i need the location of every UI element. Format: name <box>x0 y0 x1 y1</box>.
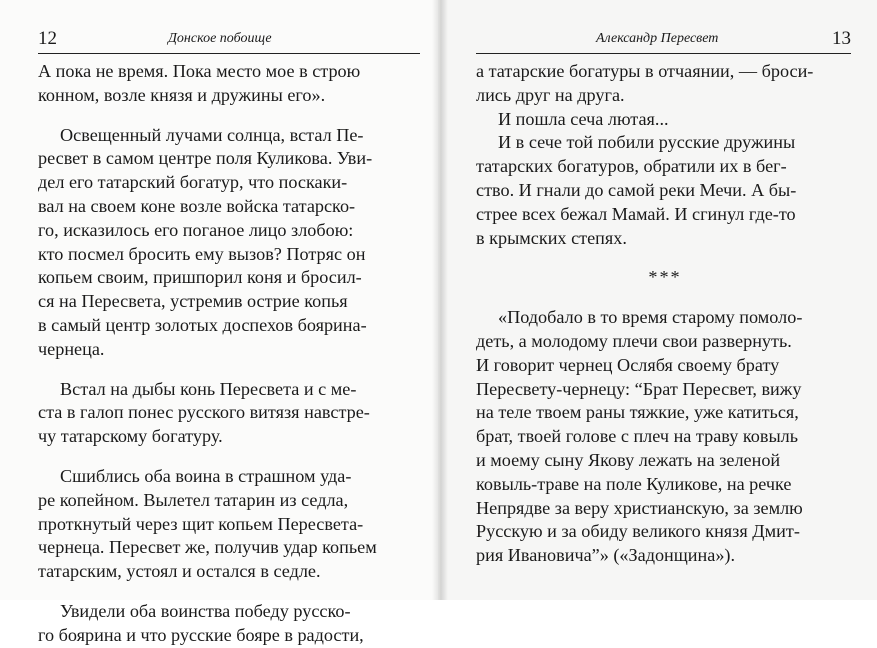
text-line: «Подобало в то время старому помоло- <box>498 307 803 328</box>
right-page-header <box>476 28 851 54</box>
text-line: Русскую и за обиду великого князя Дмит- <box>476 521 800 542</box>
section-gap <box>476 290 854 306</box>
text-line: кто посмел бросить ему вызов? Потряс он <box>38 243 366 264</box>
text-line: проткнутый через щит копьем Пересвета- <box>38 513 364 534</box>
text-line: в крымских степях. <box>476 227 627 248</box>
text-line: дел его татарский богатур, что поскаки- <box>38 172 348 193</box>
text-line: рия Ивановича”» («Задонщина»). <box>476 545 736 566</box>
text-line: Увидели оба воинства победу русско- <box>60 600 351 621</box>
text-line: ресвет в самом центре поля Куликова. Уви- <box>38 148 373 169</box>
book-gutter <box>432 0 448 600</box>
text-line: го, исказилось его поганое лицо злобою: <box>38 219 354 240</box>
text-line: а татарские богатуры в отчаянии, — броси- <box>476 61 814 81</box>
text-line: И говорит чернец Ослябя своему брату <box>476 354 780 375</box>
section-separator: *** <box>648 267 682 288</box>
right-header-rule <box>476 53 851 54</box>
left-page-header <box>38 28 420 54</box>
text-line: копьем своим, пришпорил коня и бросил- <box>38 267 362 288</box>
right-page-text <box>476 60 854 568</box>
paragraph-gap <box>38 108 422 124</box>
text-line: и моему сыну Якову лежать на зеленой <box>476 449 781 470</box>
text-line: чу татарскому богатуру. <box>38 426 223 447</box>
section-gap <box>476 250 854 266</box>
text-line: Встал на дыбы конь Пересвета и с ме- <box>60 378 357 399</box>
text-line: стрее всех бежал Мамай. И сгинул где-то <box>476 203 796 224</box>
text-line: ре копейном. Вылетел татарин из седла, <box>38 489 349 510</box>
paragraph-gap <box>38 584 422 600</box>
text-line: А пока не время. Пока место мое в строю <box>38 61 361 81</box>
left-page-text <box>38 60 422 648</box>
text-line: го боярина и что русские бояре в радости, <box>38 624 364 645</box>
text-line: татарских богатуров, обратили их в бег- <box>476 156 787 177</box>
left-page <box>0 0 438 645</box>
text-line: татарским, устоял и остался в седле. <box>38 561 321 582</box>
text-line: И в сече той побили русские дружины <box>498 132 796 153</box>
right-page <box>438 0 877 600</box>
left-running-head: Донское побоище <box>168 31 272 46</box>
left-header-rule <box>38 53 420 54</box>
text-line: конном, возле князя и дружины его». <box>38 84 326 105</box>
text-line: деть, а молодому плечи свои развернуть. <box>476 330 792 351</box>
text-line: брат, твоей голове с плеч на траву ковыль <box>476 426 799 447</box>
text-line: ся на Пересвета, устремив острие копья <box>38 291 348 312</box>
text-line: ста в галоп понес русского витязя навстре- <box>38 402 370 423</box>
text-line: вал на своем коне возле войска татарско- <box>38 195 356 216</box>
right-running-head: Александр Пересвет <box>596 31 719 46</box>
paragraph-gap <box>38 362 422 378</box>
text-line: лись друг на друга. <box>476 84 625 105</box>
text-line: в самый центр золотых доспехов боярина- <box>38 314 367 335</box>
text-line: И пошла сеча лютая... <box>498 108 669 129</box>
text-line: Непрядве за веру христианскую, за землю <box>476 497 803 518</box>
left-page-number: 12 <box>38 28 57 49</box>
text-line: Освещенный лучами солнца, встал Пе- <box>60 124 364 145</box>
text-line: на теле твоем раны тяжкие, уже катиться, <box>476 402 799 423</box>
paragraph-gap <box>38 449 422 465</box>
right-page-number: 13 <box>832 28 851 49</box>
text-line: Пересвету-чернецу: “Брат Пересвет, вижу <box>476 378 802 399</box>
text-line: Сшиблись оба воина в страшном уда- <box>60 465 352 486</box>
text-line: ковыль-траве на поле Куликове, на речке <box>476 473 792 494</box>
text-line: ство. И гнали до самой реки Мечи. А бы- <box>476 179 797 200</box>
text-line: чернеца. <box>38 338 105 359</box>
text-line: чернеца. Пересвет же, получив удар копьем <box>38 537 377 558</box>
